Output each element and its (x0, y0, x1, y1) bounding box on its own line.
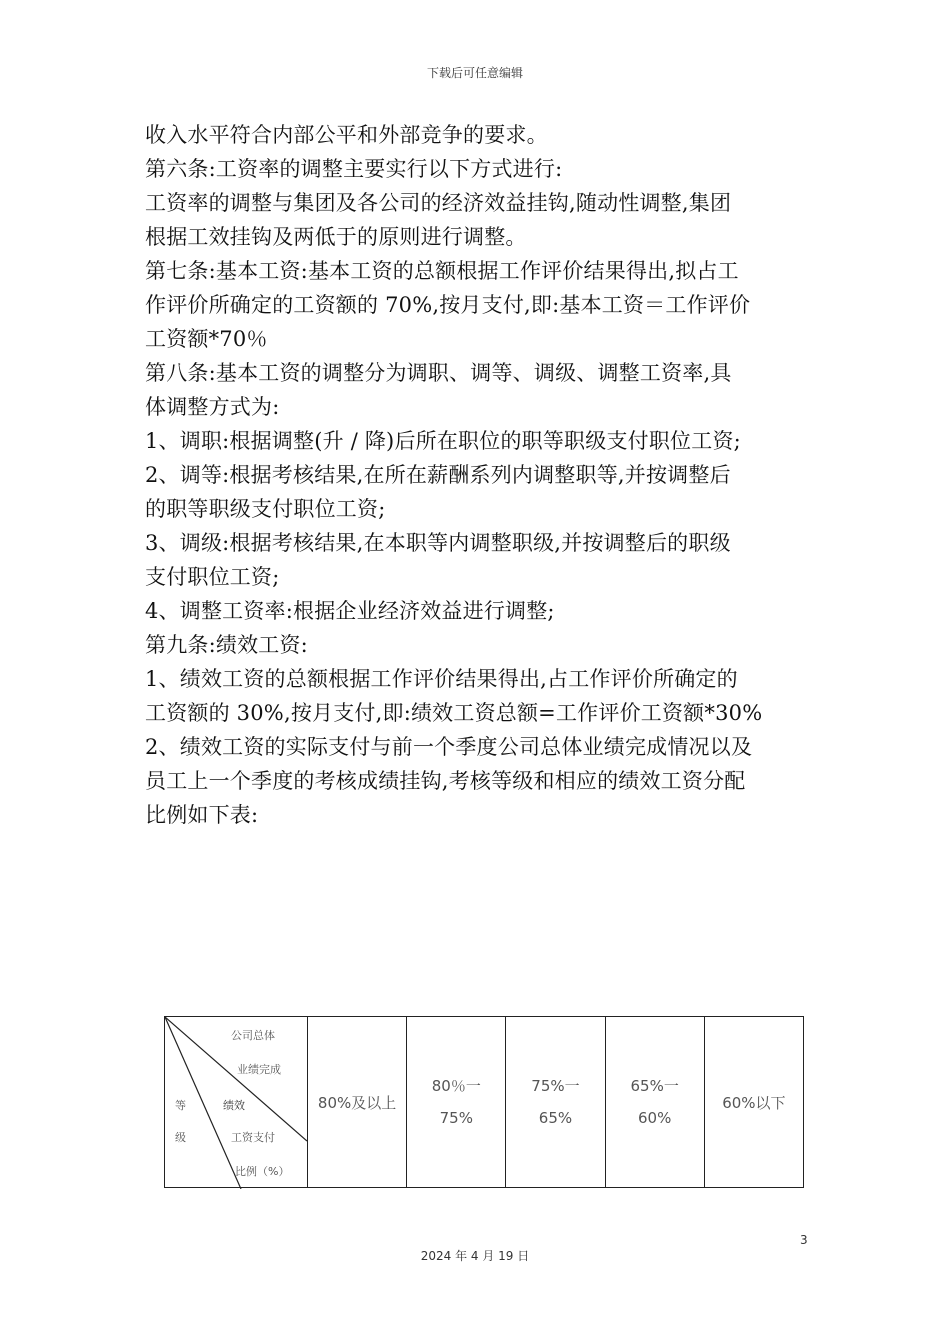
body-line: 工资额的 30%,按月支付,即:绩效工资总额=工作评价工资额*30% (145, 701, 763, 725)
body-line: 第九条:绩效工资: (145, 633, 308, 657)
body-line: 2、绩效工资的实际支付与前一个季度公司总体业绩完成情况以及 (145, 735, 753, 759)
body-line: 员工上一个季度的考核成绩挂钩,考核等级和相应的绩效工资分配 (145, 769, 746, 793)
column-label-line2: 65% (538, 1109, 573, 1127)
body-line: 2、调等:根据考核结果,在所在薪酬系列内调整职等,并按调整后 (145, 463, 731, 487)
header-label-performance: 绩效 (223, 1099, 245, 1112)
page-header: 下载后可任意编辑 (426, 66, 523, 80)
page-number: 3 (800, 1233, 808, 1247)
column-header-75-65 (506, 1017, 605, 1188)
column-label-line1: 75%一 (531, 1077, 580, 1095)
column-header-65-60 (605, 1017, 704, 1188)
body-line: 的职等职级支付职位工资; (145, 497, 386, 521)
diagonal-header-cell (165, 1017, 308, 1188)
column-label-line2: 60% (637, 1109, 672, 1127)
table-row (165, 1017, 804, 1188)
body-line: 比例如下表: (145, 803, 259, 827)
footer-date: 2024 年 4 月 19 日 (420, 1249, 530, 1263)
body-line: 工资率的调整与集团及各公司的经济效益挂钩,随动性调整,集团 (145, 191, 732, 215)
body-line: 1、调职:根据调整(升 / 降)后所在职位的职等职级支付职位工资; (145, 429, 741, 453)
pay-ratio-table (164, 1016, 804, 1188)
column-header-60-below (704, 1017, 803, 1188)
performance-pay-table (164, 1016, 804, 1188)
column-label: 80%及以上 (317, 1093, 397, 1112)
header-label-grade-2: 级 (175, 1131, 186, 1144)
body-line: 收入水平符合内部公平和外部竞争的要求。 (145, 123, 548, 147)
body-line: 作评价所确定的工资额的 70%,按月支付,即:基本工资＝工作评价 (145, 293, 751, 317)
column-label: 60%以下 (722, 1093, 786, 1112)
header-label-ratio: 比例（%） (235, 1165, 290, 1178)
column-header-80-plus (308, 1017, 407, 1188)
body-line: 第七条:基本工资:基本工资的总额根据工作评价结果得出,拟占工 (145, 259, 739, 283)
body-line: 体调整方式为: (145, 395, 280, 419)
column-label-line1: 80％一 (431, 1077, 481, 1095)
header-label-company-overall: 公司总体 (231, 1029, 275, 1042)
header-label-grade-1: 等 (175, 1099, 186, 1112)
body-line: 第六条:工资率的调整主要实行以下方式进行: (145, 157, 563, 181)
body-line: 支付职位工资; (145, 565, 280, 589)
body-line: 1、绩效工资的总额根据工作评价结果得出,占工作评价所确定的 (145, 667, 738, 691)
body-line: 工资额*70％ (145, 327, 268, 351)
body-line: 3、调级:根据考核结果,在本职等内调整职级,并按调整后的职级 (145, 531, 731, 555)
body-line: 根据工效挂钩及两低于的原则进行调整。 (145, 225, 527, 249)
column-label-line1: 65%一 (630, 1077, 679, 1095)
header-label-performance-completion: 业绩完成 (237, 1063, 281, 1076)
body-line: 4、调整工资率:根据企业经济效益进行调整; (145, 599, 555, 623)
column-header-80-75 (407, 1017, 506, 1188)
header-label-pay-payment: 工资支付 (231, 1131, 275, 1144)
body-line: 第八条:基本工资的调整分为调职、调等、调级、调整工资率,具 (145, 361, 732, 385)
document-body (145, 118, 815, 832)
column-label-line2: 75% (439, 1109, 473, 1127)
